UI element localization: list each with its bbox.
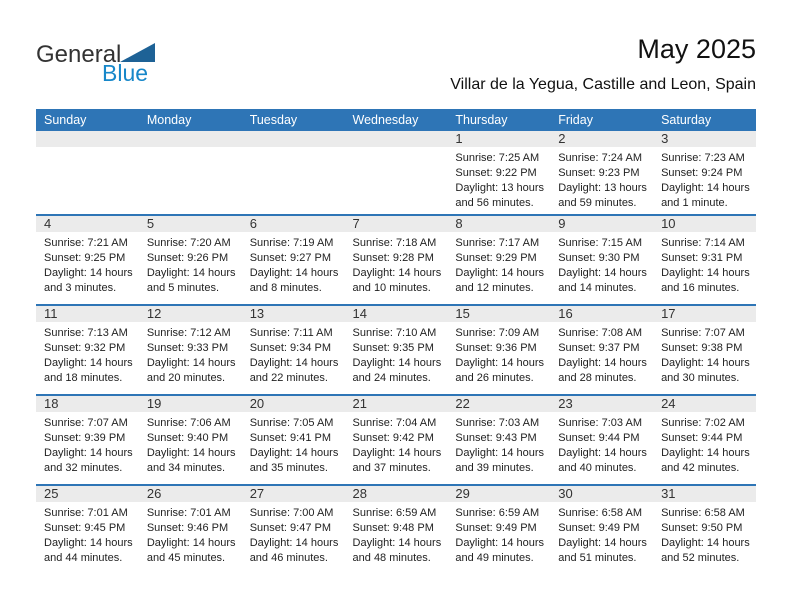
sunrise-text: Sunrise: 7:14 AM [661,237,745,249]
sunset-text: Sunset: 9:28 PM [352,252,434,264]
day-cell [345,305,448,395]
day-number: 26 [146,486,162,501]
day-number: 30 [558,486,573,501]
day-info [653,232,756,296]
calendar-body [36,131,756,575]
sunset-text: Sunset: 9:25 PM [44,252,126,264]
day-number-band [36,396,139,412]
day-info [345,412,448,476]
daylight-text-line1: Daylight: 14 hours [249,267,339,279]
day-number: 15 [455,306,470,321]
day-number: 5 [146,216,155,231]
day-number: 16 [558,306,573,321]
daylight-text-line2: and 12 minutes. [455,282,534,294]
week-row [36,305,756,395]
daylight-text-line2: and 46 minutes. [249,552,328,564]
day-number-band [345,306,448,322]
day-number-band [242,216,345,232]
weekday-header-friday: Friday [550,109,653,131]
sunset-text: Sunset: 9:35 PM [352,342,434,354]
location-subtitle: Villar de la Yegua, Castille and Leon, Spain [450,76,756,93]
sunrise-text: Sunrise: 7:01 AM [44,507,128,519]
day-info [345,147,448,151]
day-number: 29 [455,486,470,501]
day-info [139,232,242,296]
daylight-text-line1: Daylight: 14 hours [146,267,236,279]
day-cell [345,131,448,215]
daylight-text-line1: Daylight: 14 hours [558,357,647,369]
week-row [36,395,756,485]
day-info [550,232,653,296]
day-cell [242,215,345,305]
day-info [550,147,653,211]
daylight-text-line2: and 42 minutes. [661,462,740,474]
day-info [345,502,448,566]
daylight-text-line2: and 39 minutes. [455,462,534,474]
logo-text-general: General [36,41,122,68]
day-info [242,412,345,476]
day-number-band [653,216,756,232]
sunset-text: Sunset: 9:44 PM [661,432,743,444]
day-cell [447,485,550,575]
daylight-text-line2: and 8 minutes. [249,282,322,294]
sunset-text: Sunset: 9:49 PM [558,522,640,534]
day-cell [653,485,756,575]
sunrise-text: Sunrise: 7:21 AM [44,237,128,249]
daylight-text-line1: Daylight: 14 hours [352,537,442,549]
daylight-text-line2: and 34 minutes. [146,462,226,474]
sunset-text: Sunset: 9:48 PM [352,522,434,534]
day-info [36,412,139,476]
sunrise-text: Sunrise: 7:02 AM [661,417,745,429]
general-blue-logo [36,40,166,86]
sunset-text: Sunset: 9:45 PM [44,522,126,534]
daylight-text-line1: Daylight: 14 hours [44,357,133,369]
day-number-band [345,131,448,147]
sunrise-text: Sunrise: 7:01 AM [146,507,231,519]
week-row [36,485,756,575]
day-cell [345,215,448,305]
day-number: 19 [146,396,162,411]
day-number: 20 [249,396,265,411]
day-info [447,412,550,476]
sunrise-text: Sunrise: 6:58 AM [661,507,745,519]
day-number-band [242,131,345,147]
day-number-band [550,396,653,412]
sunrise-text: Sunrise: 7:19 AM [249,237,334,249]
sunrise-text: Sunrise: 7:09 AM [455,327,540,339]
daylight-text-line2: and 35 minutes. [249,462,328,474]
day-number-band [447,486,550,502]
day-number: 25 [44,486,59,501]
day-cell [242,305,345,395]
day-number-band [242,306,345,322]
sunrise-text: Sunrise: 7:13 AM [44,327,128,339]
day-number-band [447,131,550,147]
sunset-text: Sunset: 9:38 PM [661,342,743,354]
daylight-text-line2: and 32 minutes. [44,462,123,474]
sunrise-text: Sunrise: 7:25 AM [455,152,540,164]
weekday-header-sunday: Sunday [36,109,139,131]
day-cell [447,215,550,305]
daylight-text-line1: Daylight: 14 hours [44,537,133,549]
day-info [139,147,242,151]
sunrise-text: Sunrise: 7:12 AM [146,327,231,339]
sunset-text: Sunset: 9:46 PM [146,522,229,534]
day-cell [242,395,345,485]
sunrise-text: Sunrise: 7:08 AM [558,327,642,339]
day-number-band [36,486,139,502]
daylight-text-line2: and 16 minutes. [661,282,740,294]
day-info [139,322,242,386]
day-number: 7 [352,216,360,231]
day-info [36,502,139,566]
day-number: 4 [44,216,52,231]
daylight-text-line2: and 26 minutes. [455,372,534,384]
day-cell [653,305,756,395]
daylight-text-line1: Daylight: 14 hours [455,357,545,369]
sunset-text: Sunset: 9:37 PM [558,342,640,354]
daylight-text-line2: and 44 minutes. [44,552,123,564]
daylight-text-line2: and 45 minutes. [146,552,226,564]
day-info [550,502,653,566]
sunset-text: Sunset: 9:34 PM [249,342,332,354]
day-cell [550,485,653,575]
daylight-text-line2: and 18 minutes. [44,372,123,384]
sunset-text: Sunset: 9:31 PM [661,252,743,264]
sunset-text: Sunset: 9:36 PM [455,342,537,354]
day-number: 1 [455,131,463,146]
daylight-text-line2: and 49 minutes. [455,552,534,564]
sunset-text: Sunset: 9:24 PM [661,167,743,179]
day-number: 24 [661,396,676,411]
day-number: 18 [44,396,59,411]
day-cell [139,215,242,305]
sunrise-text: Sunrise: 7:04 AM [352,417,437,429]
day-number-band [139,396,242,412]
sunset-text: Sunset: 9:29 PM [455,252,537,264]
daylight-text-line1: Daylight: 14 hours [44,447,133,459]
day-cell [345,395,448,485]
day-cell [447,131,550,215]
daylight-text-line1: Daylight: 14 hours [558,447,647,459]
weekday-header-tuesday: Tuesday [242,109,345,131]
weekday-header-saturday: Saturday [653,109,756,131]
daylight-text-line2: and 40 minutes. [558,462,637,474]
sunrise-text: Sunrise: 7:00 AM [249,507,334,519]
day-number: 23 [558,396,573,411]
day-cell [36,305,139,395]
daylight-text-line1: Daylight: 14 hours [661,182,750,194]
day-info [242,322,345,386]
day-number-band [36,216,139,232]
sunrise-text: Sunrise: 7:17 AM [455,237,540,249]
daylight-text-line1: Daylight: 14 hours [661,537,750,549]
day-number-band [550,131,653,147]
daylight-text-line1: Daylight: 14 hours [146,357,236,369]
daylight-text-line1: Daylight: 14 hours [249,447,339,459]
sunrise-text: Sunrise: 7:06 AM [146,417,231,429]
sunrise-text: Sunrise: 6:59 AM [455,507,540,519]
daylight-text-line2: and 28 minutes. [558,372,637,384]
sunset-text: Sunset: 9:44 PM [558,432,640,444]
day-info [653,322,756,386]
day-number: 21 [352,396,367,411]
daylight-text-line2: and 59 minutes. [558,197,637,209]
day-cell [447,305,550,395]
day-number: 28 [352,486,367,501]
day-cell [653,215,756,305]
daylight-text-line1: Daylight: 14 hours [558,537,647,549]
sunrise-text: Sunrise: 7:18 AM [352,237,437,249]
day-info [653,412,756,476]
day-number: 8 [455,216,463,231]
daylight-text-line2: and 24 minutes. [352,372,431,384]
sunrise-text: Sunrise: 7:03 AM [558,417,642,429]
month-title: May 2025 [637,34,756,64]
weekday-header-wednesday: Wednesday [345,109,448,131]
daylight-text-line1: Daylight: 13 hours [558,182,647,194]
day-number-band [550,486,653,502]
weekday-header-monday: Monday [139,109,242,131]
day-number: 12 [146,306,162,321]
sunrise-text: Sunrise: 6:59 AM [352,507,437,519]
week-row [36,131,756,215]
day-info [139,412,242,476]
sunrise-text: Sunrise: 7:07 AM [44,417,128,429]
day-cell [139,485,242,575]
day-number-band [447,396,550,412]
day-number-band [653,396,756,412]
sunset-text: Sunset: 9:43 PM [455,432,537,444]
sunset-text: Sunset: 9:33 PM [146,342,229,354]
daylight-text-line2: and 5 minutes. [146,282,219,294]
daylight-text-line2: and 56 minutes. [455,197,534,209]
sunset-text: Sunset: 9:50 PM [661,522,743,534]
sunrise-text: Sunrise: 7:20 AM [146,237,231,249]
sunset-text: Sunset: 9:42 PM [352,432,434,444]
daylight-text-line1: Daylight: 14 hours [455,267,545,279]
sunrise-text: Sunrise: 6:58 AM [558,507,642,519]
day-number: 11 [44,306,58,321]
day-number-band [242,486,345,502]
day-number: 10 [661,216,676,231]
day-number: 27 [249,486,265,501]
day-cell [36,131,139,215]
daylight-text-line2: and 30 minutes. [661,372,740,384]
day-cell [139,395,242,485]
sunset-text: Sunset: 9:39 PM [44,432,126,444]
day-number-band [139,131,242,147]
day-number: 14 [352,306,367,321]
daylight-text-line1: Daylight: 14 hours [249,537,339,549]
day-number: 3 [661,131,669,146]
sunrise-text: Sunrise: 7:23 AM [661,152,745,164]
day-info [653,502,756,566]
sunrise-text: Sunrise: 7:07 AM [661,327,745,339]
day-info [36,232,139,296]
day-cell [550,215,653,305]
day-cell [550,395,653,485]
daylight-text-line1: Daylight: 14 hours [352,447,442,459]
day-number: 17 [661,306,676,321]
sunrise-text: Sunrise: 7:10 AM [352,327,437,339]
day-number-band [653,306,756,322]
day-number-band [653,131,756,147]
daylight-text-line1: Daylight: 14 hours [558,267,647,279]
daylight-text-line1: Daylight: 14 hours [249,357,339,369]
day-cell [550,305,653,395]
weekday-header-thursday: Thursday [447,109,550,131]
day-number-band [242,396,345,412]
day-info [447,147,550,211]
day-cell [447,395,550,485]
day-number-band [447,216,550,232]
day-cell [139,305,242,395]
day-cell [36,395,139,485]
day-cell [653,395,756,485]
day-info [653,147,756,211]
day-number-band [447,306,550,322]
daylight-text-line1: Daylight: 14 hours [455,447,545,459]
day-info [550,322,653,386]
day-cell [36,215,139,305]
daylight-text-line2: and 22 minutes. [249,372,328,384]
daylight-text-line2: and 14 minutes. [558,282,637,294]
day-number-band [345,396,448,412]
day-number-band [139,216,242,232]
sunrise-text: Sunrise: 7:24 AM [558,152,642,164]
sunset-text: Sunset: 9:41 PM [249,432,332,444]
day-info [345,322,448,386]
week-row [36,215,756,305]
day-number-band [139,306,242,322]
day-cell [36,485,139,575]
daylight-text-line2: and 37 minutes. [352,462,431,474]
day-cell [550,131,653,215]
daylight-text-line1: Daylight: 14 hours [146,447,236,459]
sunset-text: Sunset: 9:23 PM [558,167,640,179]
daylight-text-line1: Daylight: 13 hours [455,182,545,194]
day-cell [242,485,345,575]
day-number: 13 [249,306,265,321]
day-number: 6 [249,216,257,231]
day-number: 9 [558,216,566,231]
weekday-header-row [36,109,756,131]
daylight-text-line2: and 20 minutes. [146,372,226,384]
day-info [242,232,345,296]
day-info [36,147,139,151]
day-number: 2 [558,131,566,146]
day-number-band [139,486,242,502]
day-info [242,147,345,151]
sunrise-text: Sunrise: 7:03 AM [455,417,540,429]
day-number-band [653,486,756,502]
daylight-text-line1: Daylight: 14 hours [146,537,236,549]
daylight-text-line2: and 48 minutes. [352,552,431,564]
day-info [36,322,139,386]
day-info [345,232,448,296]
day-number-band [36,306,139,322]
logo-text-blue: Blue [102,60,149,86]
sunset-text: Sunset: 9:49 PM [455,522,537,534]
daylight-text-line1: Daylight: 14 hours [44,267,133,279]
sunrise-text: Sunrise: 7:11 AM [249,327,333,339]
daylight-text-line1: Daylight: 14 hours [661,447,750,459]
day-number-band [36,131,139,147]
day-info [242,502,345,566]
day-number-band [345,216,448,232]
sunset-text: Sunset: 9:22 PM [455,167,537,179]
day-info [447,232,550,296]
day-number: 22 [455,396,470,411]
day-info [447,502,550,566]
daylight-text-line1: Daylight: 14 hours [661,357,750,369]
sunset-text: Sunset: 9:26 PM [146,252,229,264]
sunset-text: Sunset: 9:47 PM [249,522,332,534]
day-cell [345,485,448,575]
day-info [447,322,550,386]
sunset-text: Sunset: 9:30 PM [558,252,640,264]
day-number-band [550,216,653,232]
day-cell [653,131,756,215]
daylight-text-line1: Daylight: 14 hours [352,357,442,369]
day-info [139,502,242,566]
sunrise-text: Sunrise: 7:15 AM [558,237,642,249]
day-info [550,412,653,476]
daylight-text-line2: and 1 minute. [661,197,728,209]
day-number-band [345,486,448,502]
sunset-text: Sunset: 9:32 PM [44,342,126,354]
daylight-text-line2: and 3 minutes. [44,282,117,294]
daylight-text-line1: Daylight: 14 hours [352,267,442,279]
daylight-text-line1: Daylight: 14 hours [661,267,750,279]
daylight-text-line2: and 51 minutes. [558,552,637,564]
sunrise-text: Sunrise: 7:05 AM [249,417,334,429]
daylight-text-line2: and 10 minutes. [352,282,431,294]
day-cell [139,131,242,215]
calendar-grid [36,109,756,575]
sunset-text: Sunset: 9:40 PM [146,432,229,444]
day-cell [242,131,345,215]
day-number: 31 [661,486,676,501]
daylight-text-line1: Daylight: 14 hours [455,537,545,549]
sunset-text: Sunset: 9:27 PM [249,252,332,264]
daylight-text-line2: and 52 minutes. [661,552,740,564]
day-number-band [550,306,653,322]
